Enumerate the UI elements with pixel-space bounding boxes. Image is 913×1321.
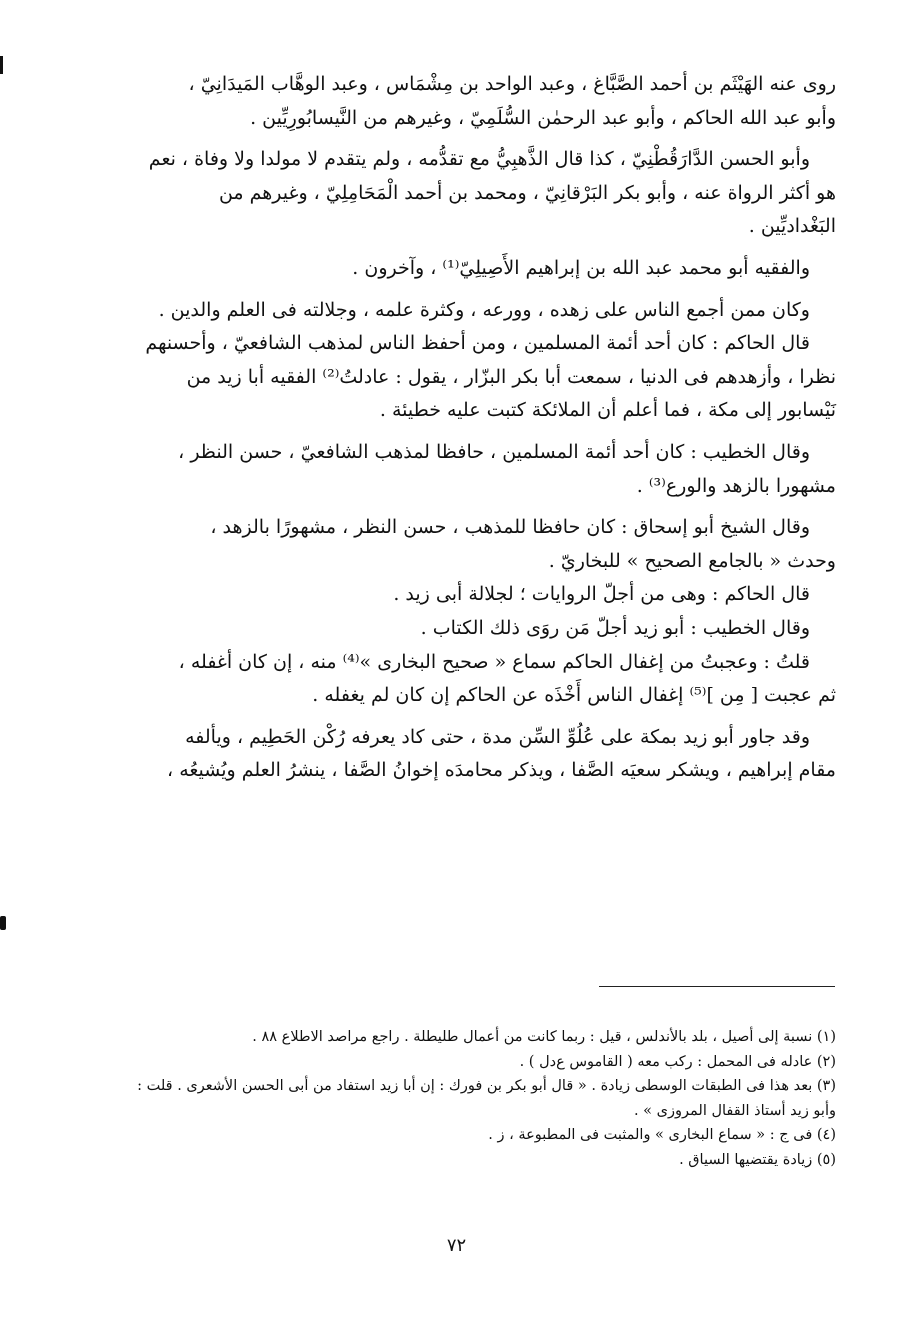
paragraph [80, 511, 836, 713]
footnote: (١) نسبة إلى أصيل ، بلد بالأندلس ، قيل : ربما كانت من أعمال طليطلة . راجع مراصد الاطلاع ٨٨ . [252, 1029, 836, 1045]
footnote: (٤) فى ج : « سماع البخارى » والمثبت فى المطبوعة ، ز . [488, 1127, 836, 1144]
edge-mark [0, 916, 6, 930]
paragraph [80, 68, 836, 135]
footnote: (٣) بعد هذا فى الطبقات الوسطى زيادة . « قال أبو بكر بن فورك : إن أبا زيد استفاد من أبى الحسن الأشعرى . قلت : [137, 1078, 836, 1095]
footnote: وأبو زيد أستاذ القفال المروزى » . [633, 1102, 836, 1119]
paragraph [80, 143, 836, 244]
text-line: والفقيه أبو محمد عبد الله بن إبراهيم الأَصِيلِيّ⁽¹⁾ ، وآخرون . [352, 256, 810, 279]
paragraph [80, 721, 836, 788]
text-line: وقد جاور أبو زيد بمكة على عُلُوِّ السِّن مدة ، حتى كاد يعرفه رُكْن الحَطِيم ، ويألفه [185, 725, 810, 748]
text-line: وأبو الحسن الدَّارَقُطْنِيّ ، كذا قال الذَّهبِيُّ مع تقدُّمه ، ولم يتقدم لا مولدا ولا وفاة ، نعم [148, 148, 810, 171]
text-line: وقال الخطيب : أبو زيد أجلّ مَن روَى ذلك الكتاب . [420, 616, 810, 639]
footnote: (٥) زيادة يقتضيها السياق . [679, 1151, 836, 1168]
text-line: وكان ممن أجمع الناس على زهده ، وورعه ، وكثرة علمه ، وجلالته فى العلم والدين . [158, 298, 810, 321]
text-line: البَغْداديِّين . [748, 215, 836, 238]
paragraph [80, 294, 836, 428]
paragraph [80, 252, 836, 286]
text-line: مشهورا بالزهد والورع⁽³⁾ . [636, 474, 836, 497]
footnote: (٢) عادله فى المحمل : ركب معه ( القاموس ع‌د‌ل ) . [519, 1053, 836, 1070]
text-line: مقام إبراهيم ، ويشكر سعيَه الصَّفا ، ويذكر محامدَه إخوانُ الصَّفا ، ينشرُ العلم ويُشيعُه ، [167, 759, 836, 782]
edge-mark [0, 56, 3, 74]
text-line: وقال الخطيب : كان أحد أئمة المسلمين ، حافظا لمذهب الشافعيّ ، حسن النظر ، [178, 440, 810, 463]
text-line: قلتُ : وعجبتُ من إغفال الحاكم سماع « صحيح البخارى »⁽⁴⁾ منه ، إن كان أغفله ، [178, 650, 810, 673]
text-line: قال الحاكم : كان أحد أئمة المسلمين ، ومن أحفظ الناس لمذهب الشافعيّ ، وأحسنهم [145, 332, 810, 355]
text-line: نَيْسابور إلى مكة ، فما أعلم أن الملائكة كتبت عليه خطيئة . [379, 399, 836, 422]
page-number: ٧٢ [446, 1235, 467, 1256]
text-line: نظرا ، وأزهدهم فى الدنيا ، سمعت أبا بكر البزّار ، يقول : عادلتُ⁽²⁾ الفقيه أبا زيد من [186, 365, 836, 388]
footnotes [80, 1025, 836, 1173]
text-line: وقال الشيخ أبو إسحاق : كان حافظا للمذهب ، حسن النظر ، مشهورًا بالزهد ، [210, 516, 810, 539]
main-text [80, 68, 836, 796]
paragraph [80, 436, 836, 503]
text-line: قال الحاكم : وهى من أجلّ الروايات ؛ لجلالة أبى زيد . [393, 583, 810, 606]
footnote-divider [599, 986, 835, 987]
text-line: ثم عجبت [ مِن ]⁽⁵⁾ إغفال الناس أَخْذَه عن الحاكم إن كان لم يغفله . [312, 684, 836, 707]
text-line: وأبو عبد الله الحاكم ، وأبو عبد الرحمٰن السُّلَمِيّ ، وغيرهم من النَّيسابُورِيِّين . [250, 106, 836, 129]
text-line: هو أكثر الرواة عنه ، وأبو بكر البَرْقانِيّ ، ومحمد بن أحمد الْمَحَامِلِيّ ، وغيرهم من [218, 181, 836, 204]
text-line: روى عنه الهَيْثَم بن أحمد الصَّبَّاغ ، وعبد الواحد بن مِشْمَاس ، وعبد الوهَّاب المَيدَانِيّ ، [188, 73, 836, 95]
text-line: وحدث « بالجامع الصحيح » للبخاريّ . [548, 549, 836, 572]
